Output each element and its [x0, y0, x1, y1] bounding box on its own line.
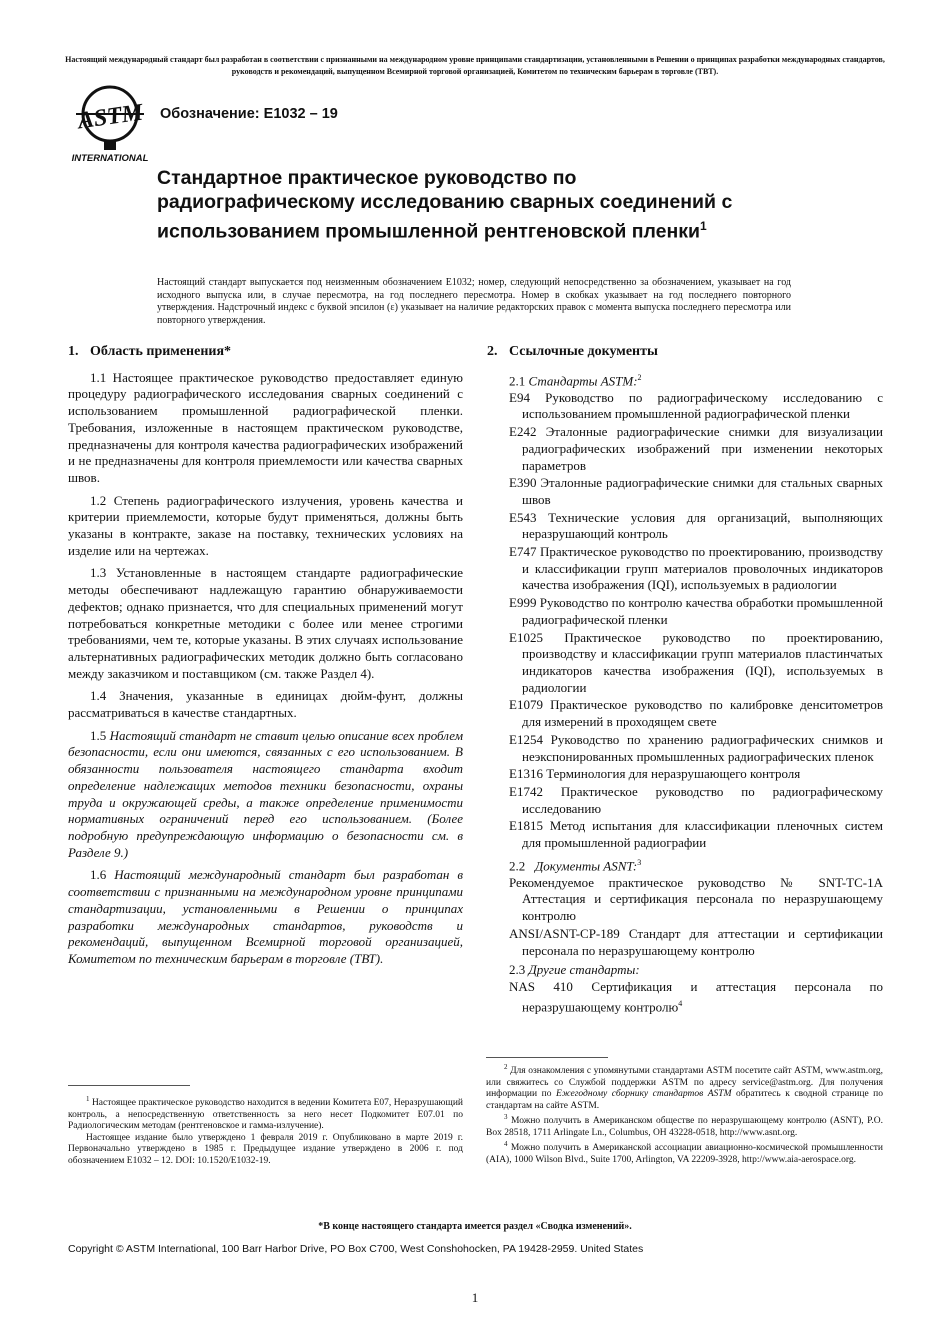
- para-1-6: [68, 867, 463, 967]
- footnote-3: [486, 1112, 883, 1139]
- reference-item: E242 Эталонные радиографические снимки для визуализации радиографических изображений при изменении некоторых параметров: [509, 424, 883, 473]
- footnote-4-mark: 4: [504, 1140, 508, 1149]
- section-1-heading: [68, 344, 463, 361]
- footnote-mark-2: 2: [637, 372, 642, 382]
- right-column: [487, 344, 883, 1017]
- reference-item: Рекомендуемое практическое руководство № SNT-TC-1A Аттестация и сертификация персонала по неразрушающему контролю: [509, 874, 883, 924]
- subsection-2-2-label: Документы ASNT:: [535, 858, 638, 874]
- para-1-5-text: Настоящий стандарт не ставит целью описание всех проблем безопасности, если они имеются, связанных с его использованием. В обязанности пользователя настоящего стандарта входит определение надлежащих методов техники безопасности, охраны труда и окружающей среды, а также определение применимости нормативных ограничений перед его использованием. (Более подробную предупреждающую информацию о безопасности см. в Разделе 9.): [68, 727, 463, 860]
- footnote-1-edition: Настоящее издание было утверждено 1 февраля 2019 г. Опубликовано в марте 2019 г. Первоначально утверждено в 1985 г. Предыдущее издание утверждено в 2006 г. под обозначением E1032 – 12. DOI: 10.1520/E1032-19.: [68, 1132, 463, 1166]
- title-footnote-mark: 1: [700, 219, 707, 233]
- para-1-4: 1.4 Значения, указанные в единицах дюйм-фунт, должны рассматриваться в качестве стандартных.: [68, 688, 463, 721]
- reference-item: [509, 979, 883, 1016]
- footnote-2: [486, 1062, 883, 1112]
- reference-item: E94 Руководство по радиографическому исследованию с использованием промышленной радиографической пленки: [509, 389, 883, 422]
- footnote-2-italic: Ежегодному сборнику стандартов ASTM: [555, 1089, 732, 1100]
- section-2-heading: [487, 344, 883, 361]
- designation: Обозначение: E1032 – 19: [160, 106, 338, 122]
- section-2-number: 2.: [487, 344, 498, 359]
- footnote-1: [68, 1094, 463, 1133]
- subsection-2-2-number: 2.2: [509, 858, 526, 874]
- para-1-1: 1.1 Настоящее практическое руководство предоставляет единую процедуру радиографического исследования сварных соединений с использованием промышленной радиографической пленки. Требования, изложенные в настоящем практическом руководстве, предназначены для контроля качества радиографических изображений и не предназначены для контроля приемлемости или качества сварных швов.: [68, 369, 463, 485]
- page-number: 1: [471, 1290, 479, 1305]
- subsection-2-3-number: 2.3: [509, 962, 526, 978]
- footnotes-left: [68, 1085, 463, 1167]
- astm-reference-list: [509, 390, 883, 852]
- asnt-reference-list: [509, 875, 883, 960]
- footnote-1-mark: 1: [86, 1095, 90, 1103]
- footnote-mark-4: 4: [678, 998, 683, 1008]
- reference-item: E1815 Метод испытания для классификации пленочных систем для промышленной радиографии: [509, 818, 883, 851]
- section-1-title: Область применения*: [90, 344, 232, 359]
- footnote-2-mark: 2: [504, 1063, 508, 1071]
- document-title: [157, 166, 737, 244]
- footnote-1-text: Настоящее практическое руководство находится в ведении Комитета E07, Неразрушающий контроль, а непосредственную ответственность за него несет Подкомитет E07.01 по Радиологическим методам (рентгеновское и гамма-излучение).: [68, 1098, 463, 1132]
- reference-item: E999 Руководство по контролю качества обработки промышленной радиографической пленки: [509, 595, 883, 627]
- para-1-3: 1.3 Установленные в настоящем стандарте радиографические методы обеспечивают надлежащую гарантию обнаруживаемости дефектов; однако признается, что для специальных применений могут потребоваться конкретные методики с более или менее строгими требованиями, чем те, которые указаны. В этих случаях использование альтернативных радиографических методик должно быть согласовано между заказчиком и поставщиком (см. также Раздел 4).: [68, 565, 463, 681]
- abstract: Настоящий стандарт выпускается под неизменным обозначением E1032; номер, следующий непосредственно за обозначением, указывает на год исходного выпуска или, в случае пересмотра, на год последнего пересмотра. Номер в скобках указывает на год последнего повторного утверждения. Надстрочный индекс с буквой эпсилон (ε) указывает на наличие редакторских правок с момента выпуска последнего пересмотра или повторного утверждения.: [157, 277, 791, 326]
- subsection-2-3-label: Другие стандарты:: [528, 962, 640, 978]
- reference-item: ANSI/ASNT-CP-189 Стандарт для аттестации и сертификации персонала по неразрушающему контролю: [509, 925, 883, 958]
- section-1-number: 1.: [68, 344, 79, 359]
- astm-logo-mark: [66, 84, 152, 164]
- para-1-5-number: 1.5: [90, 727, 107, 743]
- reference-item: E747 Практическое руководство по проектированию, производству и классификации групп материалов проволочных индикаторов качества изображения (IQI), используемых в радиологии: [509, 544, 883, 593]
- subsection-2-2: [509, 855, 883, 875]
- reference-item: E1742 Практическое руководство по радиографическому исследованию: [509, 783, 883, 816]
- footnote-divider: [486, 1057, 608, 1058]
- footnotes-right: [486, 1057, 883, 1166]
- footnote-divider: [68, 1085, 190, 1086]
- footnote-2-text: Для ознакомления с упомянутыми стандартами ASTM посетите сайт ASTM, www.astm.org, или свяжитесь со Службой поддержки ASTM по адресу service@astm.org. Для получения информации по: [486, 1066, 883, 1100]
- copyright: Copyright © ASTM International, 100 Barr Harbor Drive, PO Box C700, West Conshohocken, PA 19428-2959. United States: [68, 1243, 644, 1255]
- footnote-3-text: Можно получить в Американском обществе по неразрушающему контролю (ASNT), P.O. Box 28518, 1711 Arlingate Ln., Columbus, OH 43228-0518, http://www.asnt.org.: [486, 1116, 884, 1138]
- para-1-6-text: Настоящий международный стандарт был разработан в соответствии с признанными на международном уровне принципами стандартизации, установленными в Решении о принципах разработки международных стандартов, руководств и рекомендаций, выпущенном Всемирной торговой организацией, Комитетом по техническим барьерам в торговле (ТВТ).: [68, 867, 464, 966]
- footnote-mark-3: 3: [637, 857, 642, 867]
- reference-item: E390 Эталонные радиографические снимки для стальных сварных швов: [509, 475, 883, 507]
- other-reference-text: NAS 410 Сертификация и аттестация персонала по неразрушающему контролю: [509, 978, 883, 1014]
- footnote-4: [486, 1139, 883, 1166]
- top-notice: Настоящий международный стандарт был разработан в соответствии с признанными на международном уровне принципами стандартизации, установленными в Решении о принципах разработки международных стандартов, руководств и рекомендаций, выпущенном Всемирной торговой организацией, Комитетом по техническим барьерам в торговле (ТВТ).: [65, 55, 885, 76]
- reference-item: E543 Технические условия для организаций, выполняющих неразрушающий контроль: [509, 509, 883, 542]
- reference-item: E1316 Терминология для неразрушающего контроля: [509, 766, 801, 782]
- title-text: Стандартное практическое руководство по радиографическому исследованию сварных соединений с использованием промышленной рентгеновской пленки: [157, 167, 733, 243]
- astm-logo: [66, 84, 152, 164]
- reference-item: E1079 Практическое руководство по калибровке денситометров для измерений в проходящем свете: [509, 697, 883, 730]
- footnote-2-text-end: обратитесь к сводной странице по стандартам на сайте ASTM.: [486, 1089, 884, 1111]
- section-2-title: Ссылочные документы: [509, 344, 658, 359]
- summary-of-changes-note: *В конце настоящего стандарта имеется раздел «Сводка изменений».: [318, 1221, 632, 1232]
- para-1-5: [68, 728, 463, 862]
- subsection-2-1-label: Стандарты ASTM:: [528, 373, 638, 389]
- subsection-2-3: [509, 962, 883, 979]
- footnote-4-text: Можно получить в Американской ассоциации авиационно-космической промышленности (AIA), 1000 Wilson Blvd., Suite 1700, Arlington, VA 22209-3928, http://www.aia-aerospace.org.: [486, 1143, 884, 1165]
- left-column: [68, 344, 463, 974]
- para-1-6-number: 1.6: [90, 867, 107, 883]
- para-1-2: 1.2 Степень радиографического излучения, уровень качества и критерии приемлемости, которые будут применяться, должны быть указаны в контракте, заказе на поставку, технических условиях на изделие или на чертежах.: [68, 492, 463, 558]
- astm-logo-text: ASTM: [76, 99, 145, 135]
- reference-item: E1025 Практическое руководство по проектированию, производству и классификации групп материалов пластинчатых индикаторов качества изображения (IQI), используемых в радиологии: [509, 629, 883, 695]
- footnote-3-mark: 3: [504, 1113, 508, 1122]
- reference-item: E1254 Руководство по хранению радиографических снимков и неэкспонированных промышленных радиографических пленок: [509, 731, 883, 764]
- astm-logo-international: INTERNATIONAL: [71, 153, 149, 164]
- subsection-2-1: [509, 370, 883, 390]
- subsection-2-1-number: 2.1: [509, 373, 526, 389]
